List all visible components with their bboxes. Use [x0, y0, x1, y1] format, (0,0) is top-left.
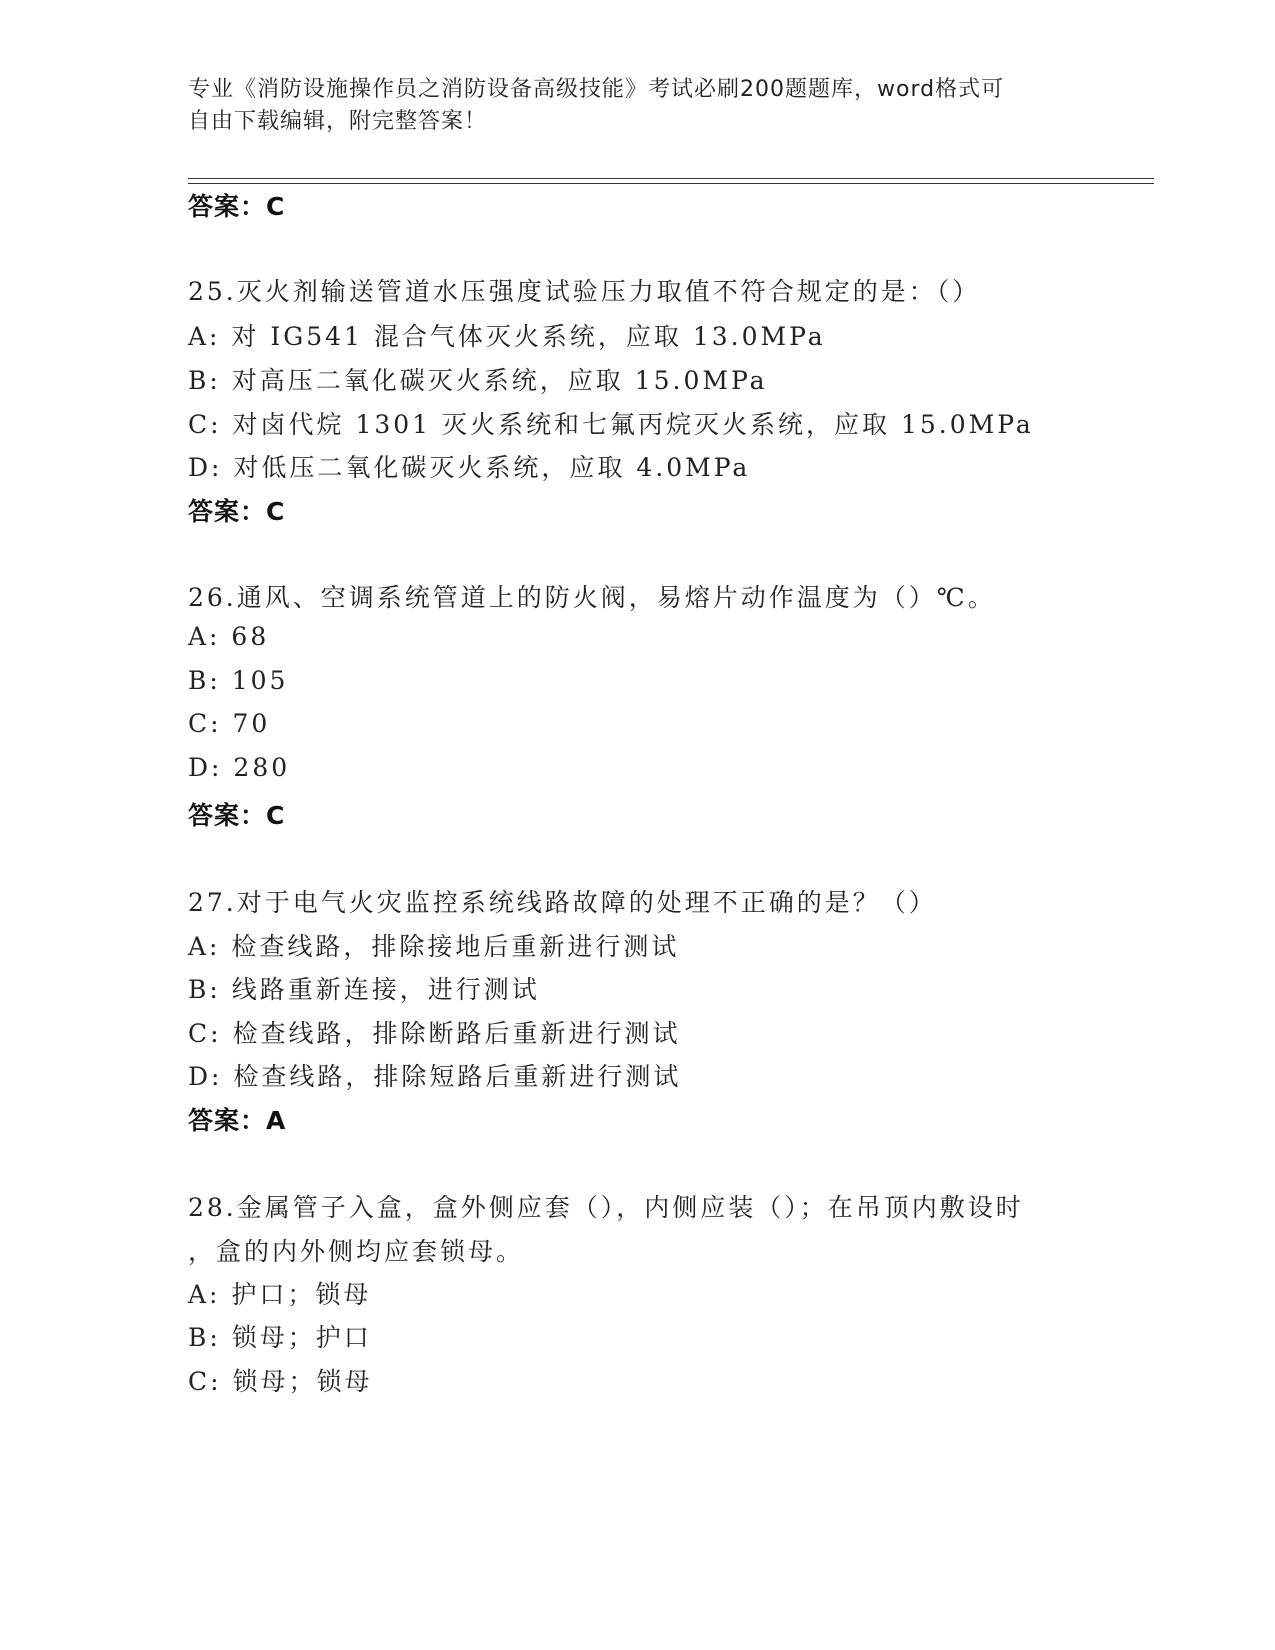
question-27-option-c: C: 检查线路，排除断路后重新进行测试: [188, 1019, 681, 1048]
question-27-option-b: B: 线路重新连接，进行测试: [188, 975, 540, 1004]
question-25-option-c: C: 对卤代烷 1301 灭火系统和七氟丙烷灭火系统，应取 15.0MPa: [188, 410, 1034, 439]
question-26-option-d: D: 280: [188, 753, 291, 782]
question-25-option-b: B: 对高压二氧化碳灭火系统，应取 15.0MPa: [188, 366, 768, 395]
question-25-answer: 答案：C: [188, 497, 286, 526]
question-28-option-b: B: 锁母；护口: [188, 1323, 372, 1352]
question-28-text-line-1: 28.金属管子入盒，盒外侧应套（），内侧应装（）；在吊顶内敷设时: [188, 1193, 1024, 1222]
question-28-option-c: C: 锁母；锁母: [188, 1367, 373, 1396]
question-26-answer: 答案：C: [188, 801, 286, 830]
answer-previous: 答案：C: [188, 192, 286, 221]
document-header: [188, 74, 1088, 138]
question-27-option-d: D: 检查线路，排除短路后重新进行测试: [188, 1062, 682, 1091]
question-27-answer: 答案：A: [188, 1106, 287, 1135]
header-line-2: 自由下载编辑，附完整答案！: [188, 109, 488, 134]
header-divider-bottom: [188, 183, 1154, 184]
question-28-text-line-2: ，盒的内外侧均应套锁母。: [188, 1237, 525, 1266]
question-26-text: 26.通风、空调系统管道上的防火阀，易熔片动作温度为（）℃。: [188, 583, 996, 612]
question-26-option-b: B: 105: [188, 666, 289, 695]
question-26-option-a: A: 68: [188, 622, 270, 651]
header-line-1: 专业《消防设施操作员之消防设备高级技能》考试必刷200题题库，word格式可: [188, 77, 1005, 102]
question-27-option-a: A: 检查线路，排除接地后重新进行测试: [188, 932, 680, 961]
question-25-option-d: D: 对低压二氧化碳灭火系统，应取 4.0MPa: [188, 453, 751, 482]
header-divider-top: [188, 178, 1154, 179]
question-25-option-a: A: 对 IG541 混合气体灭火系统，应取 13.0MPa: [188, 322, 826, 351]
question-28-option-a: A: 护口；锁母: [188, 1280, 372, 1309]
question-25-text: 25.灭火剂输送管道水压强度试验压力取值不符合规定的是：（）: [188, 277, 981, 306]
question-27-text: 27.对于电气火灾监控系统线路故障的处理不正确的是？（）: [188, 888, 937, 917]
question-26-option-c: C: 70: [188, 709, 271, 738]
